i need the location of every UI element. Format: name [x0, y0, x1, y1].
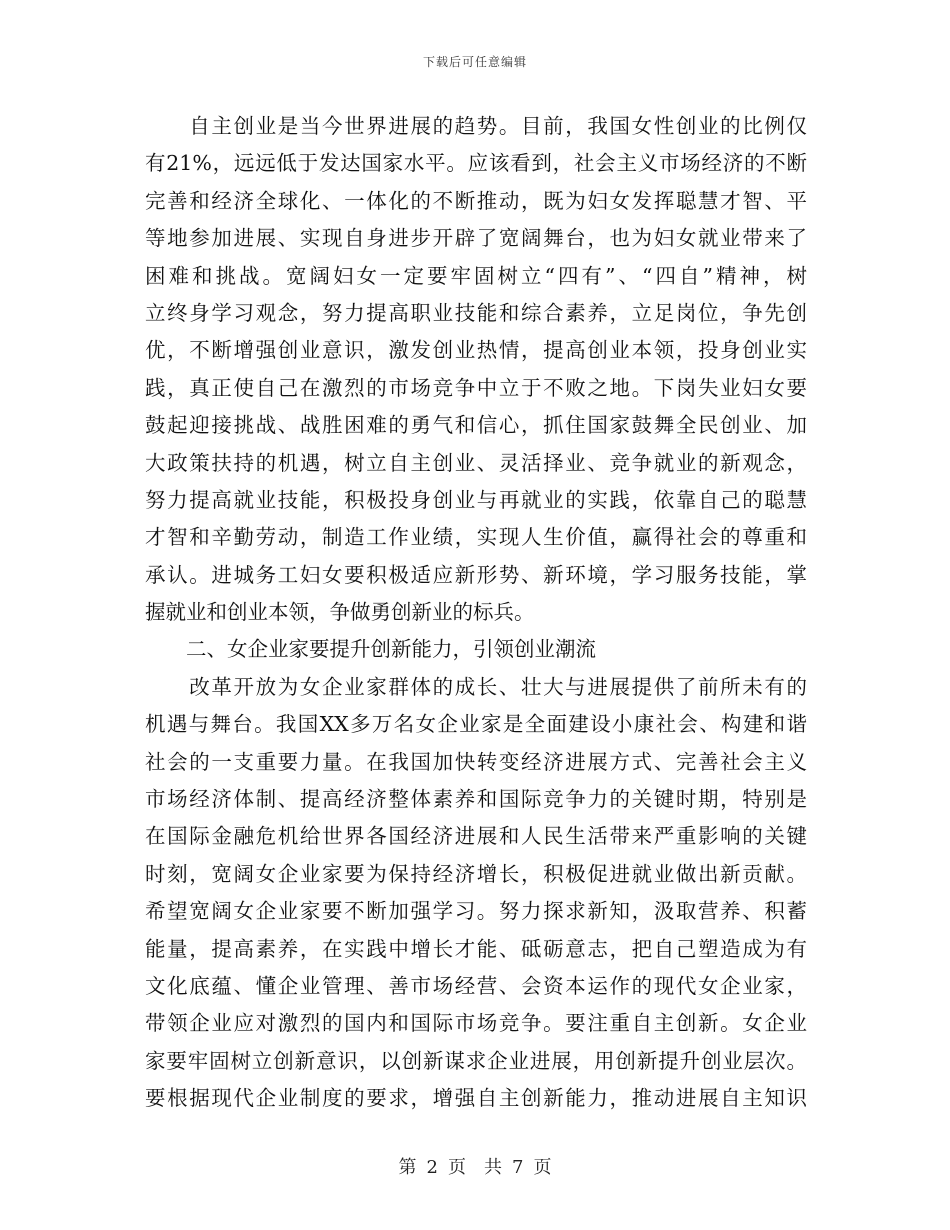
text-line: 努力提高就业技能，积极投身创业与再就业的实践，依靠自己的聪慧 [145, 487, 807, 512]
text-line: 等地参加进展、实现自身进步开辟了宽阔舞台，也为妇女就业带来了 [145, 226, 807, 251]
text-line: 优，不断增强创业意识，激发创业热情，提高创业本领，投身创业实 [145, 338, 807, 363]
text-line: 完善和经济全球化、一体化的不断推动，既为妇女发挥聪慧才智、平 [145, 188, 807, 213]
text-line: 才智和辛勤劳动，制造工作业绩，实现人生价值，赢得社会的尊重和 [145, 525, 807, 550]
section-heading: 二、女企业家要提升创新能力，引领创业潮流 [145, 637, 596, 662]
text-line: 大政策扶持的机遇，树立自主创业、灵活择业、竞争就业的新观念， [145, 450, 807, 475]
text-line: 文化底蕴、懂企业管理、善市场经营、会资本运作的现代女企业家， [145, 973, 807, 998]
page-header-note: 下载后可任意编辑 [422, 55, 527, 69]
text-line: 希望宽阔女企业家要不断加强学习。努力探求新知，汲取营养、积蓄 [145, 899, 807, 924]
page-footer [0, 1153, 950, 1179]
text-line: 家要牢固树立创新意识，以创新谋求企业进展，用创新提升创业层次。 [145, 1048, 807, 1073]
footer-middle: 页 共 [448, 1157, 502, 1178]
text-line: 握就业和创业本领，争做勇创新业的标兵。 [145, 600, 535, 625]
text-line: 机遇与舞台。我国XX多万名女企业家是全面建设小康社会、构建和谐 [145, 712, 807, 737]
text-line: 鼓起迎接挑战、战胜困难的勇气和信心，抓住国家鼓舞全民创业、加 [145, 413, 807, 438]
text-line: 有21%，远远低于发达国家水平。应该看到，社会主义市场经济的不断 [145, 151, 807, 176]
text-line: 改革开放为女企业家群体的成长、壮大与进展提供了前所未有的 [145, 674, 807, 699]
footer-suffix: 页 [533, 1157, 552, 1178]
text-line: 践，真正使自己在激烈的市场竞争中立于不败之地。下岗失业妇女要 [145, 375, 807, 400]
text-line: 时刻，宽阔女企业家要为保持经济增长，积极促进就业做出新贡献。 [145, 861, 807, 886]
text-line: 社会的一支重要力量。在我国加快转变经济进展方式、完善社会主义 [145, 749, 807, 774]
text-line: 承认。进城务工妇女要积极适应新形势、新环境，学习服务技能，掌 [145, 562, 807, 587]
text-line: 困难和挑战。宽阔妇女一定要牢固树立“四有”、“四自”精神，树 [145, 263, 807, 288]
footer-prefix: 第 [398, 1157, 417, 1178]
footer-page-number: 2 [426, 1157, 438, 1178]
text-line: 带领企业应对激烈的国内和国际市场竞争。要注重自主创新。女企业 [145, 1011, 807, 1036]
text-line: 市场经济体制、提高经济整体素养和国际竞争力的关键时期，特别是 [145, 787, 807, 812]
document-body [145, 108, 807, 1118]
text-line: 立终身学习观念，努力提高职业技能和综合素养，立足岗位，争先创 [145, 300, 807, 325]
text-line: 要根据现代企业制度的要求，增强自主创新能力，推动进展自主知识 [145, 1086, 807, 1111]
text-line: 在国际金融危机给世界各国经济进展和人民生活带来严重影响的关键 [145, 824, 807, 849]
text-line: 能量，提高素养，在实践中增长才能、砥砺意志，把自己塑造成为有 [145, 936, 807, 961]
footer-total-pages: 7 [512, 1157, 524, 1178]
text-line: 自主创业是当今世界进展的趋势。目前，我国女性创业的比例仅 [145, 114, 807, 138]
